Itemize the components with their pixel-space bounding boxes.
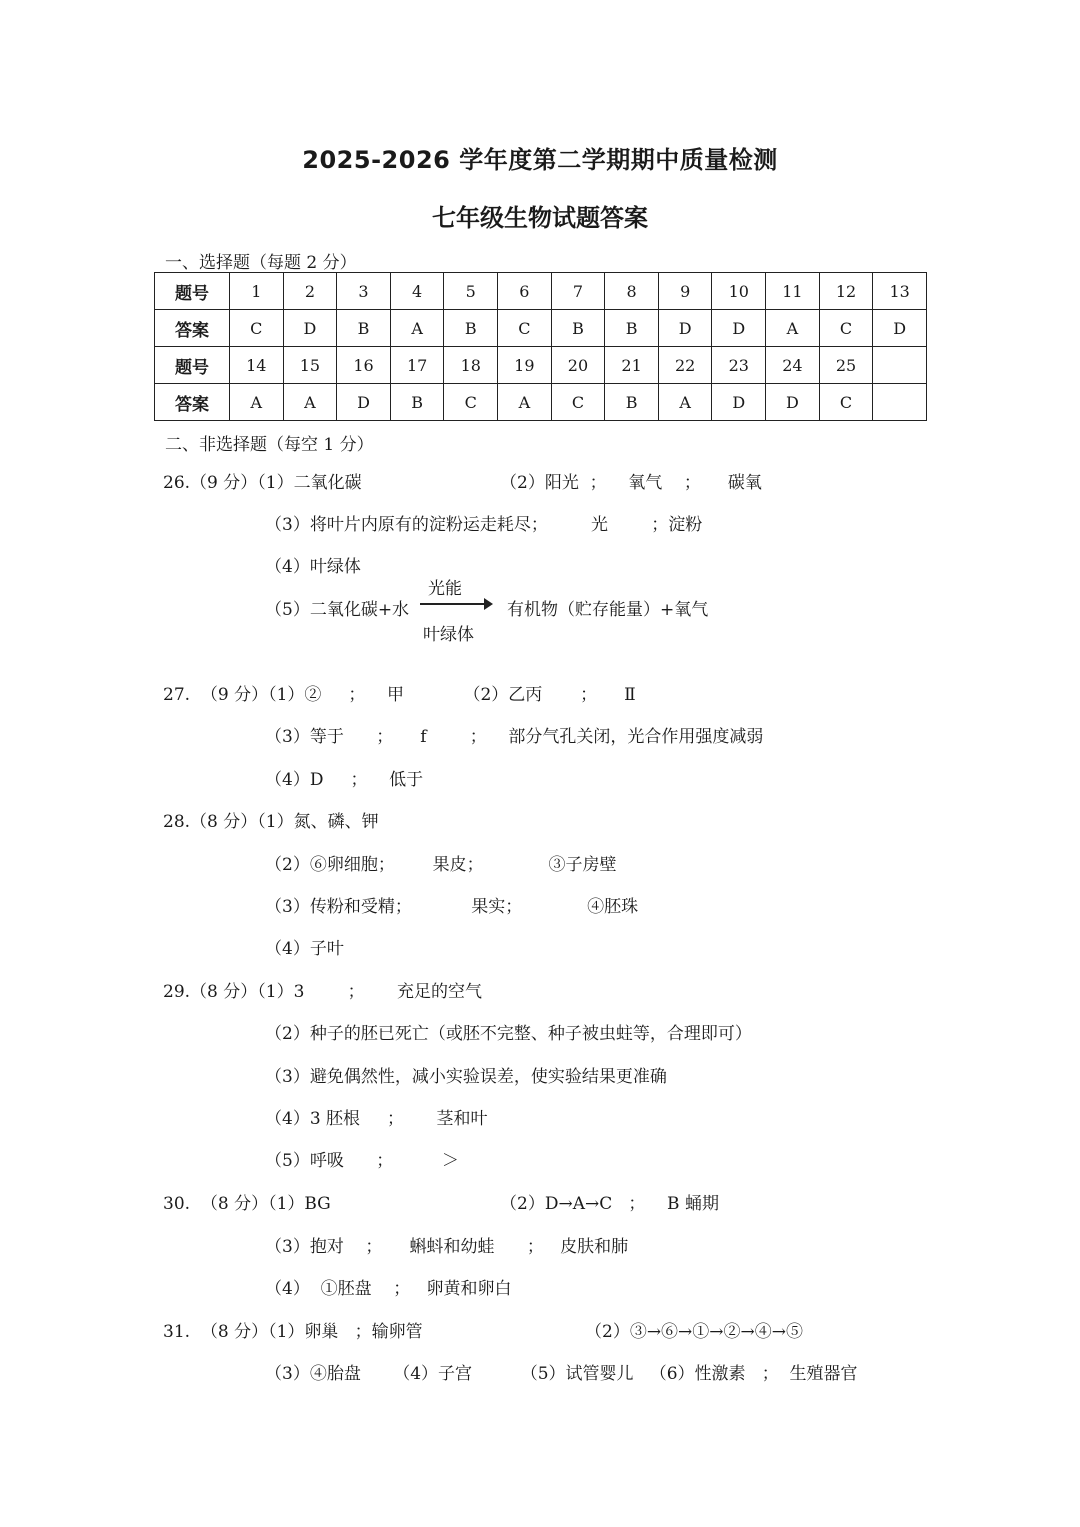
question-number: 12 (819, 273, 873, 310)
question-number: 4 (390, 273, 444, 310)
answer-cell: B (605, 310, 659, 347)
answer-cell: A (230, 384, 284, 421)
question-number: 15 (283, 347, 337, 384)
answer-cell: B (551, 310, 605, 347)
arrow-line (420, 603, 488, 605)
answer-cell: B (337, 310, 391, 347)
q28-line2: （2）⑥卵细胞； 果皮； ③子房壁 (265, 855, 617, 875)
answer-cell: D (766, 384, 820, 421)
reaction-arrow (420, 574, 492, 645)
q27-line3: （4）D ； 低于 (265, 770, 424, 790)
answer-cell: C (444, 384, 498, 421)
answer-cell: A (658, 384, 712, 421)
question-number: 6 (498, 273, 552, 310)
row-label: 答案 (155, 384, 230, 421)
table-row (155, 273, 927, 310)
q27-line2: （3）等于 ； f ； 部分气孔关闭，光合作用强度减弱 (265, 727, 764, 747)
q31-line1-part1: 31. （8 分）（1）卵巢 ；输卵管 (163, 1322, 423, 1342)
answer-cell: A (390, 310, 444, 347)
section-heading-nonchoice: 二、非选择题（每空 1 分） (165, 435, 374, 455)
answer-cell: C (498, 310, 552, 347)
answer-cell: D (283, 310, 337, 347)
question-number: 5 (444, 273, 498, 310)
question-number (873, 347, 927, 384)
q26-line1-part1: 26.（9 分）（1）二氧化碳 (163, 473, 362, 493)
answer-cell: A (283, 384, 337, 421)
arrow-label-top: 光能 (428, 579, 462, 599)
page-subtitle: 七年级生物试题答案 (432, 204, 648, 232)
question-number: 7 (551, 273, 605, 310)
answer-cell: A (766, 310, 820, 347)
arrow-label-bottom: 叶绿体 (423, 625, 474, 645)
answer-cell: C (230, 310, 284, 347)
question-number: 14 (230, 347, 284, 384)
row-label: 答案 (155, 310, 230, 347)
q31-line2: （3）④胎盘 （4）子宫 （5）试管婴儿 （6）性激素 ； 生殖器官 (265, 1364, 858, 1384)
q29-line5: （5）呼吸 ； ＞ (265, 1151, 459, 1171)
answer-cell: C (819, 384, 873, 421)
q26-line4-part1: （5）二氧化碳+水 (265, 600, 410, 620)
question-number: 21 (605, 347, 659, 384)
question-number: 11 (766, 273, 820, 310)
answer-cell: B (390, 384, 444, 421)
answer-cell: A (498, 384, 552, 421)
q29-line3: （3）避免偶然性，减小实验误差，使实验结果更准确 (265, 1067, 667, 1087)
answer-cell: D (873, 310, 927, 347)
q30-line1-part2: （2）D→A→C ； B 蛹期 (500, 1194, 719, 1214)
question-number: 16 (337, 347, 391, 384)
question-number: 25 (819, 347, 873, 384)
q31-line1-part2: （2）③→⑥→①→②→④→⑤ (585, 1322, 804, 1342)
question-number: 24 (766, 347, 820, 384)
q27-line1: 27. （9 分）（1）② ； 甲 （2）乙丙 ； Ⅱ (163, 685, 636, 705)
q26-line3: （4）叶绿体 (265, 557, 361, 577)
row-label: 题号 (155, 273, 230, 310)
q29-line4: （4）3 胚根 ； 茎和叶 (265, 1109, 488, 1129)
answer-table (154, 272, 927, 421)
question-number: 8 (605, 273, 659, 310)
q30-line3: （4） ①胚盘 ； 卵黄和卵白 (265, 1279, 512, 1299)
answer-cell (873, 384, 927, 421)
question-number: 9 (658, 273, 712, 310)
question-number: 23 (712, 347, 766, 384)
q28-line3: （3）传粉和受精； 果实； ④胚珠 (265, 897, 639, 917)
table-row (155, 384, 927, 421)
question-number: 3 (337, 273, 391, 310)
q28-line4: （4）子叶 (265, 939, 344, 959)
q26-line1-part2: （2）阳光 ； 氧气 ； 碳氧 (500, 473, 762, 493)
answer-cell: D (712, 384, 766, 421)
question-number: 2 (283, 273, 337, 310)
arrow-head-icon (484, 598, 493, 610)
table-row (155, 347, 927, 384)
question-number: 13 (873, 273, 927, 310)
q29-line1: 29.（8 分）（1）3 ； 充足的空气 (163, 982, 483, 1002)
question-number: 10 (712, 273, 766, 310)
question-number: 19 (498, 347, 552, 384)
question-number: 22 (658, 347, 712, 384)
answer-cell: B (444, 310, 498, 347)
q26-line2: （3）将叶片内原有的淀粉运走耗尽； 光 ；淀粉 (265, 515, 703, 535)
answer-cell: C (819, 310, 873, 347)
answer-cell: D (658, 310, 712, 347)
question-number: 17 (390, 347, 444, 384)
answer-cell: D (337, 384, 391, 421)
row-label: 题号 (155, 347, 230, 384)
section-heading-choice: 一、选择题（每题 2 分） (165, 253, 357, 273)
answer-cell: D (712, 310, 766, 347)
q28-line1: 28.（8 分）（1）氮、磷、钾 (163, 812, 379, 832)
q26-line4-part2: 有机物（贮存能量）+氧气 (507, 600, 709, 620)
question-number: 20 (551, 347, 605, 384)
question-number: 18 (444, 347, 498, 384)
question-number: 1 (230, 273, 284, 310)
answer-cell: C (551, 384, 605, 421)
q29-line2: （2）种子的胚已死亡（或胚不完整、种子被虫蛀等，合理即可） (265, 1024, 752, 1044)
page-title: 2025-2026 学年度第二学期期中质量检测 (302, 146, 778, 174)
q30-line1-part1: 30. （8 分）（1）BG (163, 1194, 331, 1214)
table-row (155, 310, 927, 347)
q30-line2: （3）抱对 ； 蝌蚪和幼蛙 ； 皮肤和肺 (265, 1237, 629, 1257)
answer-cell: B (605, 384, 659, 421)
